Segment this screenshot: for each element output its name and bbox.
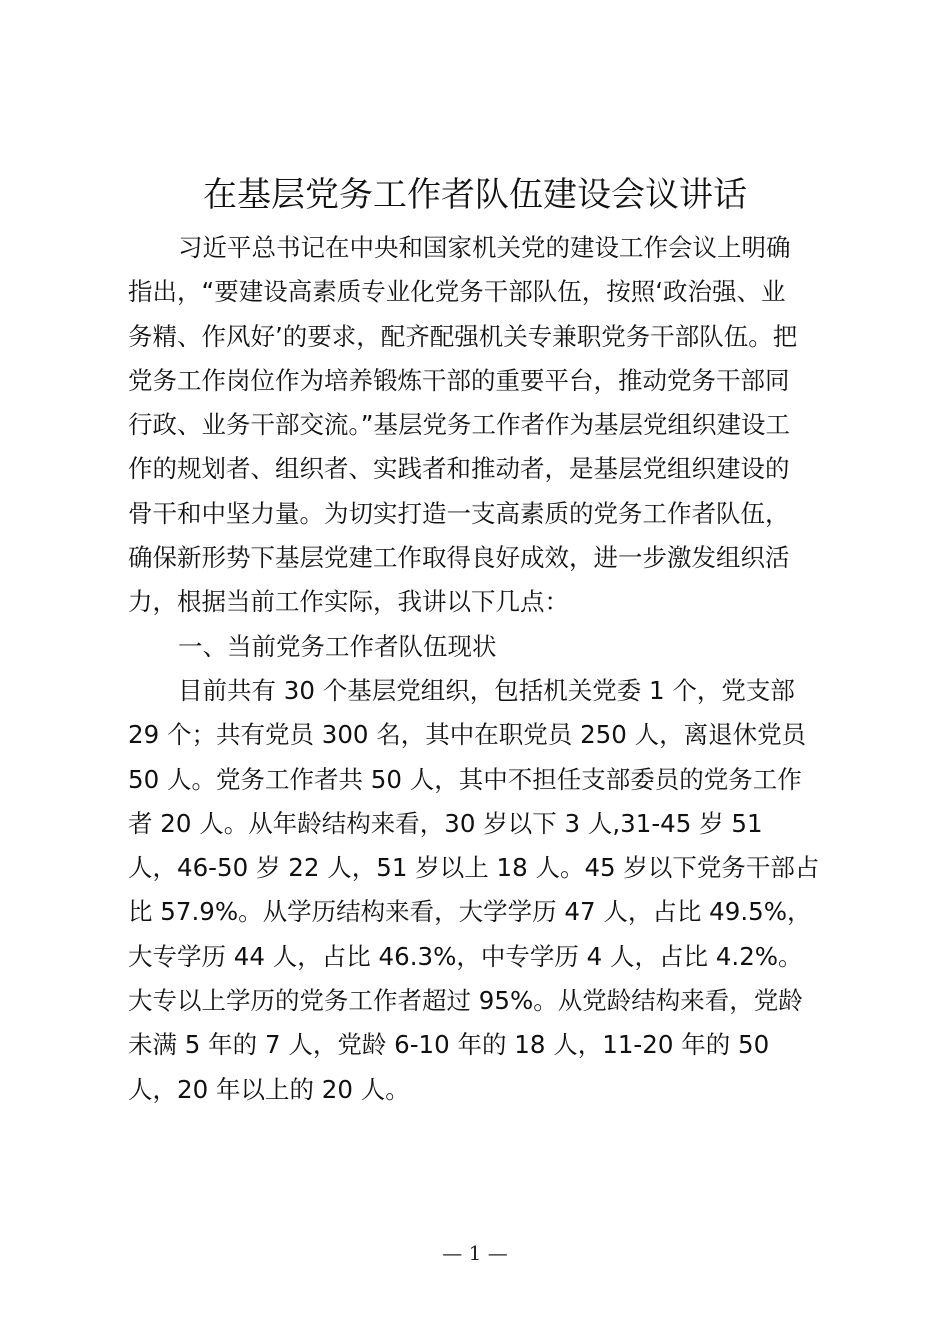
document-title: 在基层党务工作者队伍建设会议讲话 <box>203 175 747 215</box>
body-line: 大专以上学历的党务工作者超过 95%。从党龄结构来看，党龄 <box>128 986 803 1016</box>
body-line: 一、当前党务工作者队伍现状 <box>178 631 497 661</box>
body-line: 骨干和中坚力量。为切实打造一支高素质的党务工作者队伍， <box>128 498 790 528</box>
page-number: — 1 — <box>442 1241 508 1265</box>
document-body <box>128 226 834 1112</box>
body-line: 习近平总书记在中央和国家机关党的建设工作会议上明确 <box>178 233 791 262</box>
body-line: 力，根据当前工作实际，我讲以下几点： <box>128 587 569 617</box>
body-line: 50 人。党务工作者共 50 人，其中不担任支部委员的党务工作 <box>128 764 802 794</box>
body-line: 大专学历 44 人，占比 46.3%，中专学历 4 人，占比 4.2%。 <box>128 941 803 971</box>
body-line: 比 57.9%。从学历结构来看，大学学历 47 人，占比 49.5%， <box>128 897 812 927</box>
body-line: 行政、业务干部交流。”基层党务工作者作为基层党组织建设工 <box>128 410 790 440</box>
body-line: 人，46-50 岁 22 人，51 岁以上 18 人。45 岁以下党务干部占 <box>128 853 820 883</box>
body-line: 29 个；共有党员 300 名，其中在职党员 250 人，离退休党员 <box>128 720 807 750</box>
body-line: 未满 5 年的 7 人，党龄 6-10 年的 18 人，11-20 年的 50 <box>128 1030 770 1060</box>
body-line: 确保新形势下基层党建工作取得良好成效，进一步激发组织活 <box>128 543 790 573</box>
body-line: 目前共有 30 个基层党组织，包括机关党委 1 个，党支部 <box>178 675 795 705</box>
body-line: 作的规划者、组织者、实践者和推动者，是基层党组织建设的 <box>128 454 790 484</box>
body-line: 务精、作风好’的要求，配齐配强机关专兼职党务干部队伍。把 <box>128 321 798 351</box>
body-line: 指出，“要建设高素质专业化党务干部队伍，按照‘政治强、业 <box>128 277 786 307</box>
body-line: 者 20 人。从年龄结构来看，30 岁以下 3 人,31-45 岁 51 <box>128 808 763 838</box>
body-line: 人，20 年以上的 20 人。 <box>128 1074 410 1104</box>
body-line: 党务工作岗位作为培养锻炼干部的重要平台，推动党务干部同 <box>128 365 790 395</box>
